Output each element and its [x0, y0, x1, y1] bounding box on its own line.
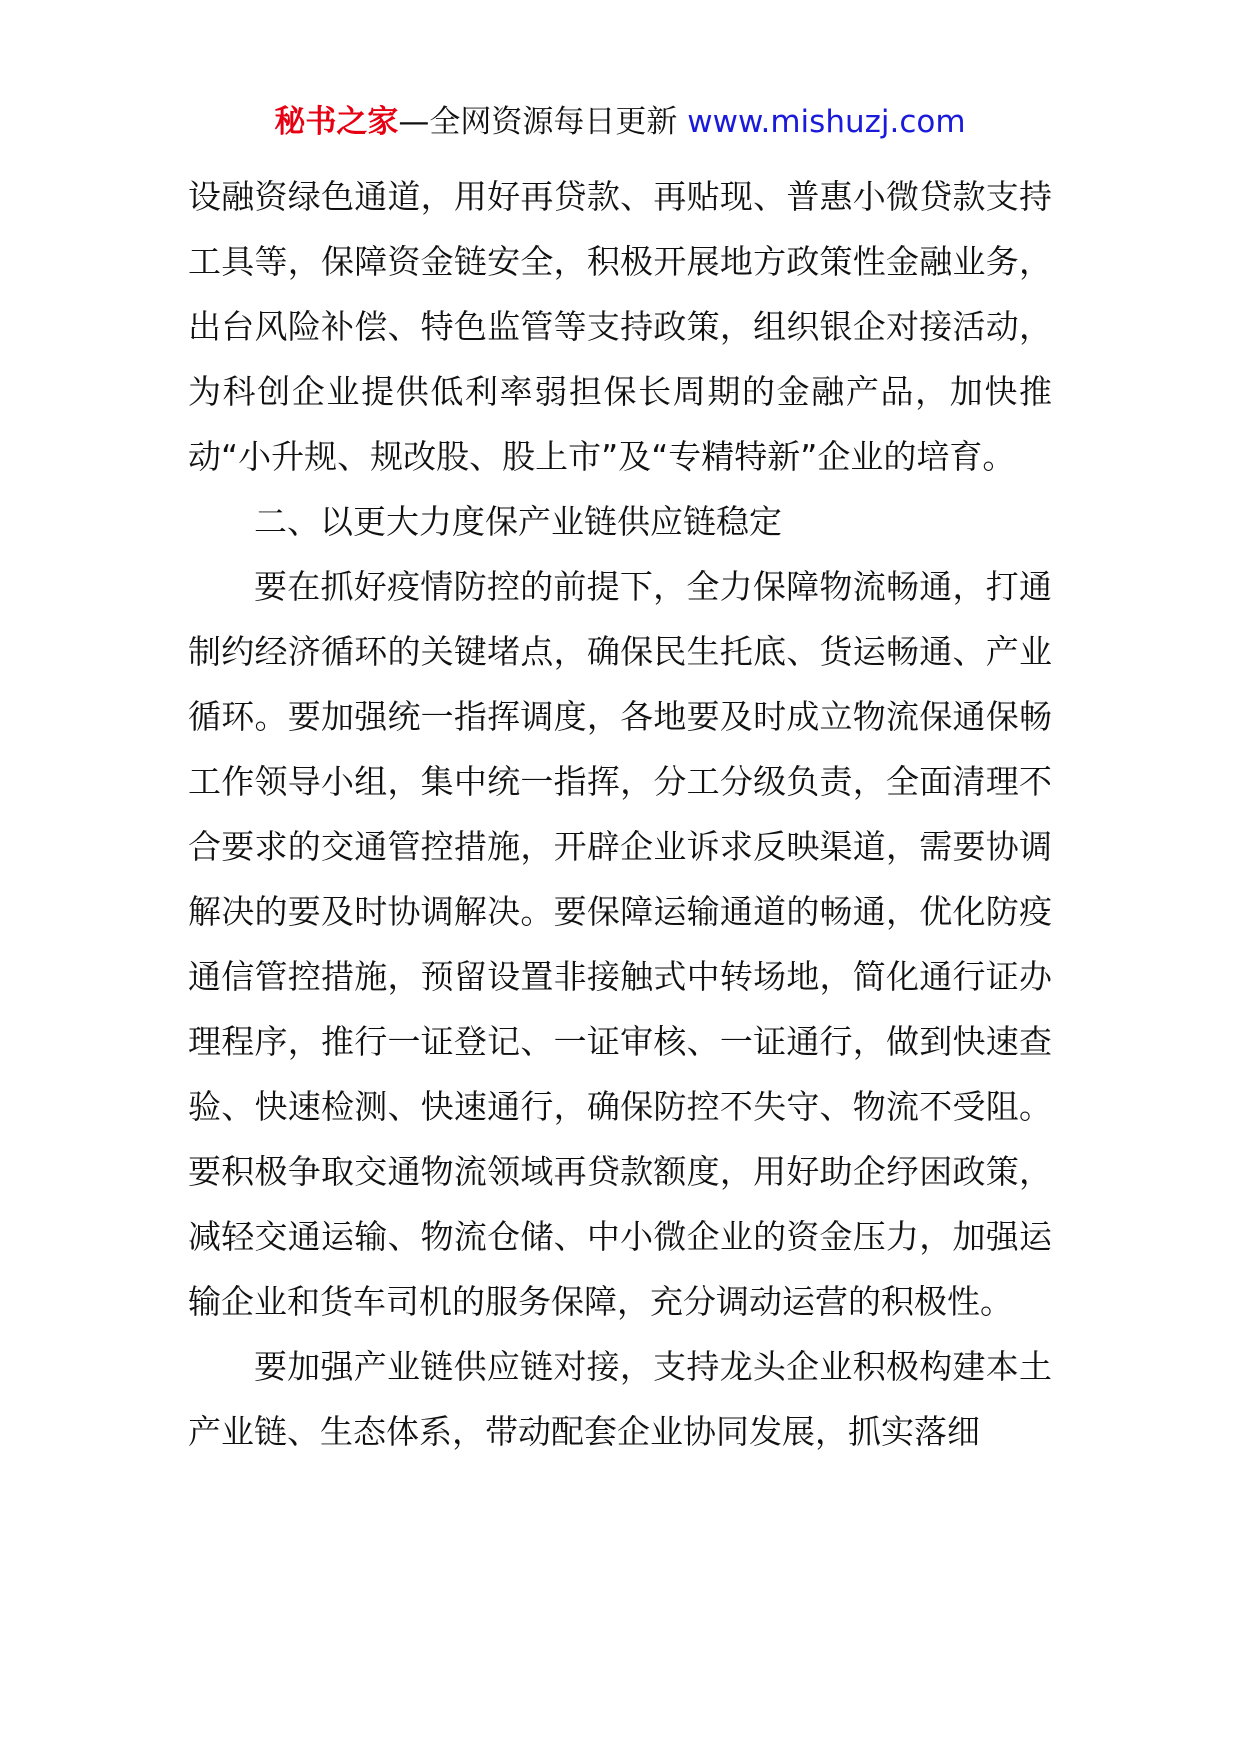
paragraph: 要在抓好疫情防控的前提下，全力保障物流畅通，打通制约经济循环的关键堵点，确保民生托底、货运畅通、产业循环。要加强统一指挥调度，各地要及时成立物流保通保畅工作领导小组，集中统一指挥，分工分级负责，全面清理不合要求的交通管控措施，开辟企业诉求反映渠道，需要协调解决的要及时协调解决。要保障运输通道的畅通，优化防疫通信管控措施，预留设置非接触式中转场地，简化通行证办理程序，推行一证登记、一证审核、一证通行，做到快速查验、快速检测、快速通行，确保防控不失守、物流不受阻。要积极争取交通物流领域再贷款额度，用好助企纾困政策，减轻交通运输、物流仓储、中小微企业的资金压力，加强运输企业和货车司机的服务保障，充分调动运营的积极性。	[188, 567, 1052, 1321]
site-url-link[interactable]: www.mishuzj.com	[687, 104, 966, 140]
site-header	[0, 98, 1240, 146]
paragraph: 要加强产业链供应链对接，支持龙头企业积极构建本土产业链、生态体系，带动配套企业协同发展，抓实落细	[188, 1347, 1052, 1451]
brand-name: 秘书之家	[274, 104, 399, 140]
document-body	[188, 164, 1052, 1464]
header-tagline: —全网资源每日更新	[398, 104, 688, 140]
paragraph-continued: 设融资绿色通道，用好再贷款、再贴现、普惠小微贷款支持工具等，保障资金链安全，积极开展地方政策性金融业务，出台风险补偿、特色监管等支持政策，组织银企对接活动，为科创企业提供低利率弱担保长周期的金融产品，加快推动“小升规、规改股、股上市”及“专精特新”企业的培育。	[188, 177, 1052, 476]
section-heading: 二、以更大力度保产业链供应链稳定	[254, 502, 782, 541]
